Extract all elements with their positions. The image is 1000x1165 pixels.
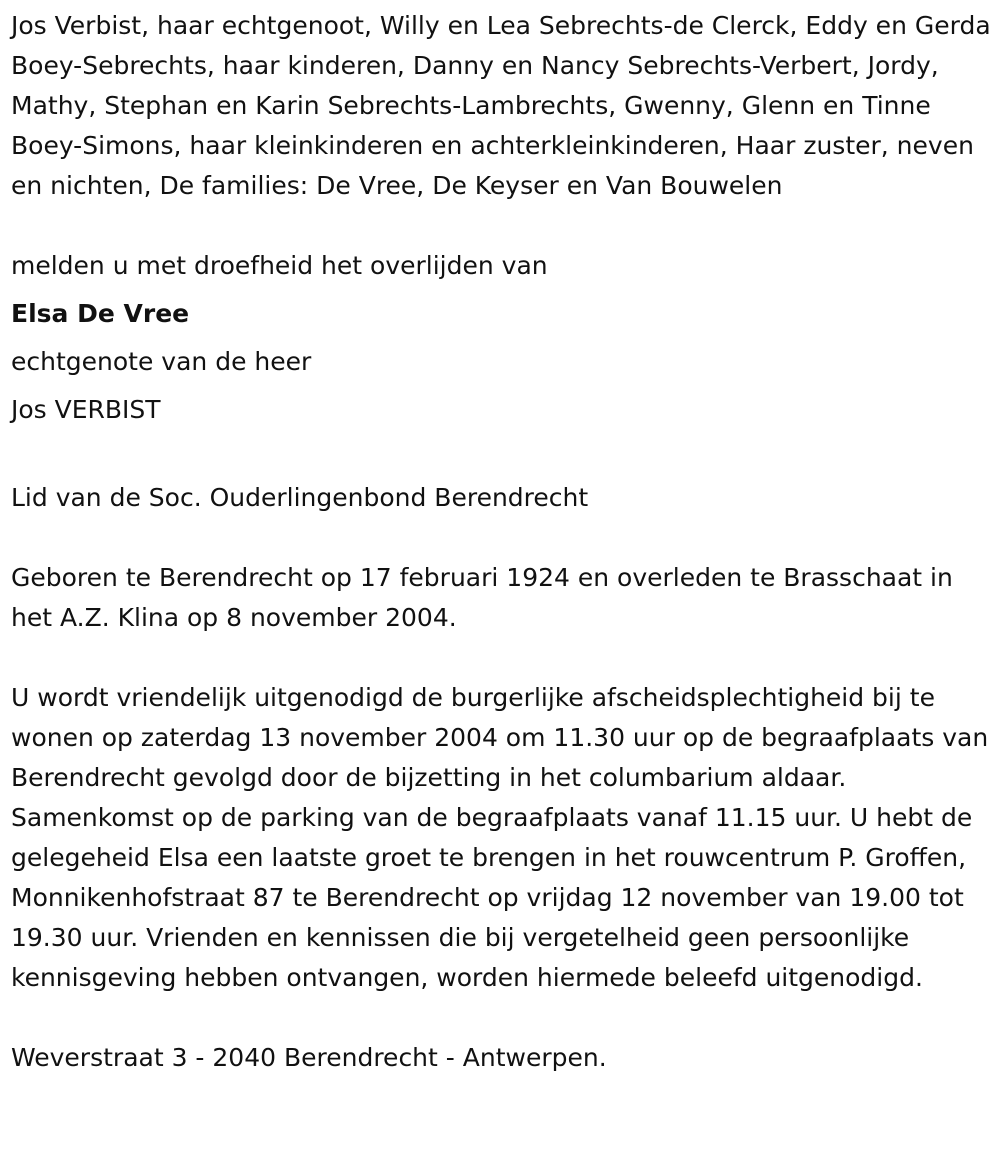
spacer <box>11 206 991 246</box>
birth-death-text: Geboren te Berendrecht op 17 februari 1924 en overleden te Brasschaat in het A.Z. Klina op 8 november 2004. <box>11 563 953 632</box>
deceased-name: Elsa De Vree <box>11 299 190 328</box>
spouse-name: Jos VERBIST <box>11 395 161 424</box>
spacer <box>11 998 991 1038</box>
family-paragraph: Jos Verbist, haar echtgenoot, Willy en Lea Sebrechts-de Clerck, Eddy en Gerda Boey-Sebrechts, haar kinderen, Danny en Nancy Sebrechts-Verbert, Jordy, Mathy, Stephan en Karin Sebrechts-Lambrechts, Gwenny, Glenn en Tinne Boey-Simons, haar kleinkinderen en achterkleinkinderen, Haar zuster, neven en nichten, De families: De Vree, De Keyser en Van Bouwelen <box>11 11 991 200</box>
obituary-notice <box>11 6 991 1078</box>
spacer <box>11 518 991 558</box>
spouse-relation: echtgenote van de heer <box>11 347 312 376</box>
ceremony-paragraph: U wordt vriendelijk uitgenodigd de burgerlijke afscheidsplechtigheid bij te wonen op zaterdag 13 november 2004 om 11.30 uur op de begraafplaats van Berendrecht gevolgd door de bijzetting in het columbarium aldaar. Samenkomst op de parking van de begraafplaats vanaf 11.15 uur. U hebt de gelegeheid Elsa een laatste groet te brengen in het rouwcentrum P. Groffen, Monnikenhofstraat 87 te Berendrecht op vrijdag 12 november van 19.00 tot 19.30 uur. Vrienden en kennissen die bij vergetelheid geen persoonlijke kennisgeving hebben ontvangen, worden hiermede beleefd uitgenodigd. <box>11 683 989 992</box>
address-text: Weverstraat 3 - 2040 Berendrecht - Antwerpen. <box>11 1043 607 1072</box>
spacer <box>11 434 991 474</box>
spacer <box>11 638 991 678</box>
announcement-text: melden u met droefheid het overlijden van <box>11 251 548 280</box>
membership-text: Lid van de Soc. Ouderlingenbond Berendrecht <box>11 483 589 512</box>
